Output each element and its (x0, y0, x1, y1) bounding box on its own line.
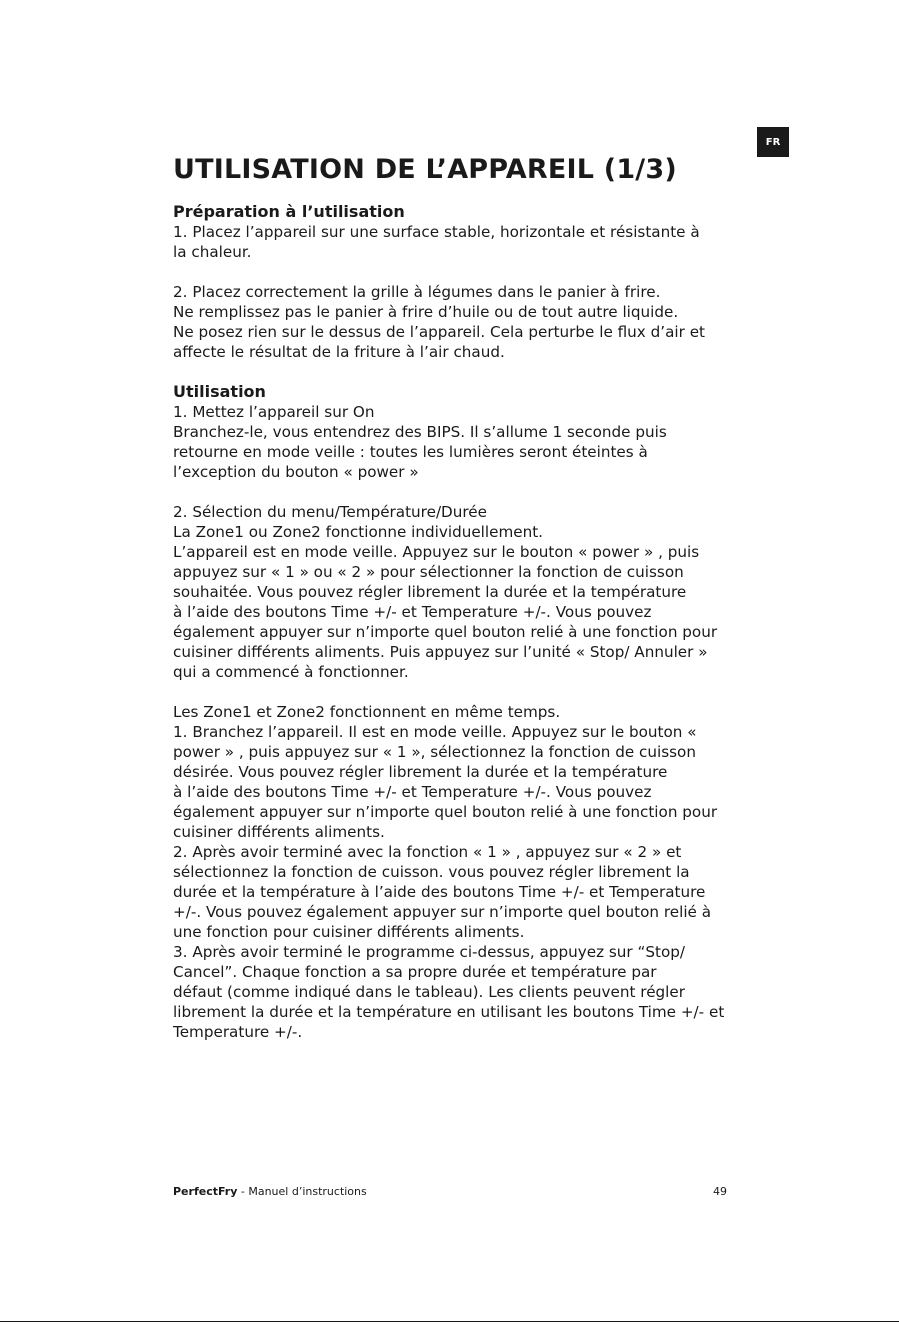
language-tab: FR (757, 127, 789, 157)
text-line: Branchez-le, vous entendrez des BIPS. Il s’allume 1 seconde puis (173, 423, 667, 441)
manual-subtitle: - Manuel d’instructions (237, 1185, 367, 1198)
text-line: Ne remplissez pas le panier à frire d’huile ou de tout autre liquide. (173, 303, 679, 321)
text-line: l’exception du bouton « power » (173, 463, 419, 481)
text-line: 2. Après avoir terminé avec la fonction « 1 » , appuyez sur « 2 » et (173, 843, 682, 861)
text-line: désirée. Vous pouvez régler librement la durée et la température (173, 763, 668, 781)
paragraph-menu-selection (173, 502, 753, 682)
text-line: Temperature +/-. (173, 1023, 303, 1041)
text-line: cuisiner différents aliments. (173, 823, 385, 841)
text-line: 1. Placez l’appareil sur une surface stable, horizontale et résistante à (173, 223, 700, 241)
section-heading-preparation: Préparation à l’utilisation (173, 202, 405, 221)
text-line: cuisiner différents aliments. Puis appuyez sur l’unité « Stop/ Annuler » (173, 643, 708, 661)
text-line: affecte le résultat de la friture à l’air chaud. (173, 343, 505, 361)
text-line: +/-. Vous pouvez également appuyer sur n’importe quel bouton relié à (173, 903, 712, 921)
section-utilisation-body (173, 402, 753, 1042)
text-line: 2. Placez correctement la grille à légumes dans le panier à frire. (173, 283, 661, 301)
text-line: à l’aide des boutons Time +/- et Temperature +/-. Vous pouvez (173, 603, 652, 621)
section-heading-utilisation: Utilisation (173, 382, 266, 401)
footer-title (173, 1184, 367, 1200)
text-line: La Zone1 ou Zone2 fonctionne individuellement. (173, 523, 544, 541)
text-line: défaut (comme indiqué dans le tableau). Les clients peuvent régler (173, 983, 685, 1001)
text-line: Ne posez rien sur le dessus de l’appareil. Cela perturbe le flux d’air et (173, 323, 705, 341)
text-line: 2. Sélection du menu/Température/Durée (173, 503, 487, 521)
paragraph-both-zones (173, 702, 753, 1042)
text-line: souhaitée. Vous pouvez régler librement la durée et la température (173, 583, 687, 601)
paragraph-grille (173, 282, 753, 362)
text-line: librement la durée et la température en utilisant les boutons Time +/- et (173, 1003, 725, 1021)
text-line: la chaleur. (173, 243, 252, 261)
paragraph-power-on (173, 402, 753, 482)
page-content (173, 150, 753, 1042)
page-footer (173, 1184, 727, 1200)
text-line: Les Zone1 et Zone2 fonctionnent en même temps. (173, 703, 561, 721)
section-preparation-body (173, 222, 753, 362)
text-line: également appuyer sur n’importe quel bouton relié à une fonction pour (173, 623, 718, 641)
text-line: une fonction pour cuisiner différents aliments. (173, 923, 525, 941)
text-line: à l’aide des boutons Time +/- et Temperature +/-. Vous pouvez (173, 783, 652, 801)
text-line: retourne en mode veille : toutes les lumières seront éteintes à (173, 443, 648, 461)
text-line: appuyez sur « 1 » ou « 2 » pour sélectionner la fonction de cuisson (173, 563, 684, 581)
text-line: durée et la température à l’aide des boutons Time +/- et Temperature (173, 883, 706, 901)
paragraph-placement (173, 222, 753, 262)
text-line: 3. Après avoir terminé le programme ci-dessus, appuyez sur “Stop/ (173, 943, 686, 961)
bottom-divider (0, 1321, 899, 1322)
text-line: 1. Mettez l’appareil sur On (173, 403, 375, 421)
text-line: 1. Branchez l’appareil. Il est en mode veille. Appuyez sur le bouton « (173, 723, 697, 741)
page-title: UTILISATION DE L’APPAREIL (1/3) (173, 154, 677, 185)
page-number: 49 (713, 1185, 727, 1198)
brand-name: PerfectFry (173, 1185, 238, 1198)
text-line: également appuyer sur n’importe quel bouton relié à une fonction pour (173, 803, 718, 821)
text-line: power » , puis appuyez sur « 1 », sélectionnez la fonction de cuisson (173, 743, 696, 761)
text-line: Cancel”. Chaque fonction a sa propre durée et température par (173, 963, 657, 981)
text-line: qui a commencé à fonctionner. (173, 663, 409, 681)
text-line: L’appareil est en mode veille. Appuyez sur le bouton « power » , puis (173, 543, 700, 561)
text-line: sélectionnez la fonction de cuisson. vous pouvez régler librement la (173, 863, 690, 881)
